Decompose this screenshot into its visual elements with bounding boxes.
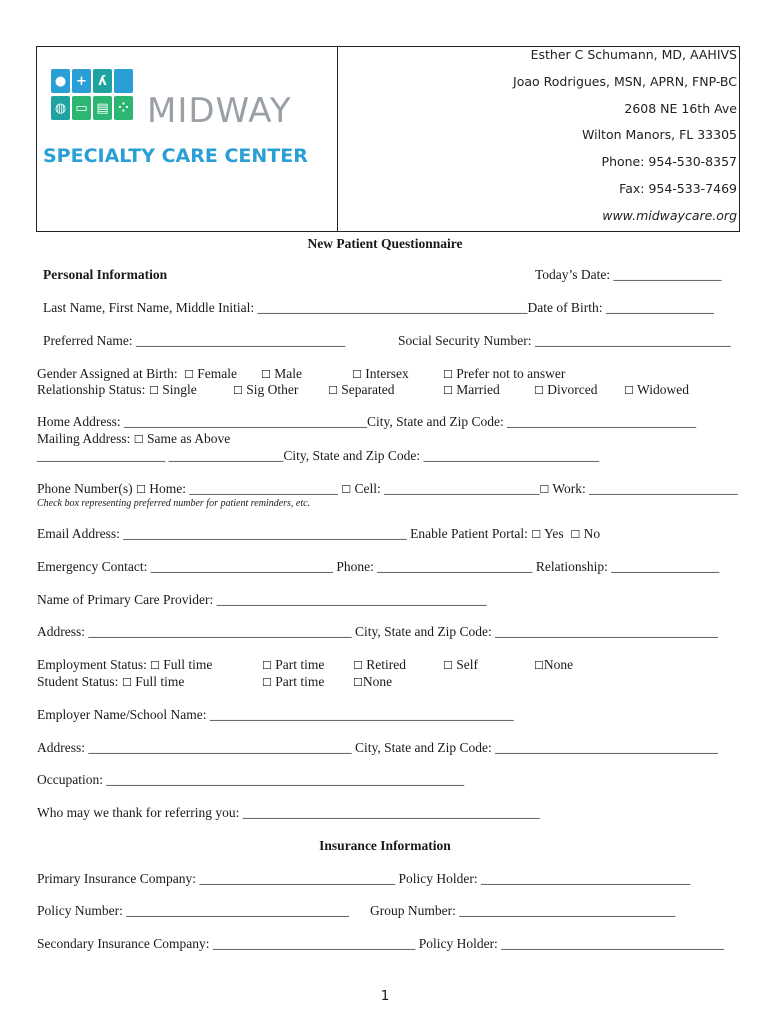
home-address-field[interactable]: Home Address: ____________________________________City, State and Zip Code: ____________________________	[37, 414, 697, 429]
employment-retired-option[interactable]: ☐ Retired	[353, 657, 406, 672]
phone-number: Phone: 954-530-8357	[601, 154, 737, 170]
checkbox-icon: ☐	[341, 483, 352, 496]
gender-female-option[interactable]: ☐ Female	[184, 366, 237, 381]
checkbox-icon: ☐	[531, 528, 542, 541]
logo-subtitle: SPECIALTY CARE CENTER	[43, 145, 308, 167]
occupation-field[interactable]: Occupation: _____________________________________________________	[37, 772, 465, 787]
checkbox-icon: ☐	[149, 384, 159, 397]
pills-icon: ⁘	[114, 96, 133, 120]
checkbox-icon: ☐	[261, 368, 271, 381]
checkbox-icon: ☐	[570, 528, 581, 541]
logo-tiles	[51, 69, 143, 125]
employment-self-option[interactable]: ☐ Self	[443, 657, 478, 672]
portal-yes-option[interactable]: ☐ Yes	[531, 526, 564, 541]
mailing-address-field[interactable]: ___________________ _________________City, State and Zip Code: __________________________	[37, 448, 599, 463]
primary-insurance-field[interactable]: Primary Insurance Company: _____________________________ Policy Holder: _______________________________	[37, 871, 691, 886]
fax-number: Fax: 954-533-7469	[619, 180, 737, 196]
checkbox-icon: ☐	[443, 368, 453, 381]
checkbox-icon: ☐	[352, 368, 362, 381]
provider-1: Esther C Schumann, MD, AAHIVS	[530, 47, 737, 62]
student-none-option[interactable]: ☐None	[353, 674, 393, 689]
checkbox-icon: ☐	[624, 384, 634, 397]
checkbox-icon: ☐	[443, 659, 453, 672]
policy-number-field[interactable]: Policy Number: _________________________________	[37, 903, 349, 918]
checkbox-icon: ☐	[353, 676, 363, 689]
logo-wordmark: MIDWAY	[147, 91, 292, 131]
checkbox-icon: ☐	[150, 659, 160, 672]
city-state-zip: Wilton Manors, FL 33305	[582, 127, 737, 143]
letterhead-divider	[337, 47, 338, 231]
employer-name-field[interactable]: Employer Name/School Name: _____________________________________________	[37, 707, 514, 722]
checkbox-icon: ☐	[135, 483, 146, 496]
gender-label: Gender Assigned at Birth:	[37, 366, 178, 381]
gender-intersex-option[interactable]: ☐ Intersex	[352, 366, 409, 381]
phone-home-field[interactable]: ☐ Home: ______________________	[135, 481, 338, 496]
medical-cross-icon: +	[72, 69, 91, 93]
gender-prefer-not-option[interactable]: ☐ Prefer not to answer	[443, 366, 566, 381]
folder-icon: ▭	[72, 96, 91, 120]
checkbox-icon: ☐	[534, 384, 544, 397]
provider-2: Joao Rodrigues, MSN, APRN, FNP-BC	[513, 73, 737, 89]
student-part-time-option[interactable]: ☐ Part time	[262, 674, 325, 689]
email-row	[37, 526, 600, 543]
checkbox-icon: ☐	[133, 433, 144, 446]
page-number: 1	[380, 988, 390, 1004]
checkbox-icon: ☐	[262, 676, 272, 689]
checkbox-icon: ☐	[233, 384, 243, 397]
personal-info-heading: Personal Information	[43, 267, 168, 282]
secondary-insurance-field[interactable]: Secondary Insurance Company: ______________________________ Policy Holder: _________________________________	[37, 936, 724, 951]
relationship-widowed-option[interactable]: ☐ Widowed	[624, 382, 689, 397]
relationship-label: Relationship Status:	[37, 382, 146, 397]
referral-field[interactable]: Who may we thank for referring you: ____________________________________________	[37, 805, 540, 820]
clipboard-icon: ▤	[93, 96, 112, 120]
relationship-separated-option[interactable]: ☐ Separated	[328, 382, 395, 397]
mailing-same-option[interactable]: ☐ Same as Above	[133, 431, 231, 446]
employment-label: Employment Status:	[37, 657, 147, 672]
mailing-address-label: Mailing Address: ☐ Same as Above	[37, 431, 231, 446]
website-link[interactable]: www.midwaycare.org	[602, 207, 737, 223]
ribbon-icon: ʎ	[93, 69, 112, 93]
phone-work-field[interactable]: ☐ Work: ______________________	[539, 481, 738, 496]
portal-no-option[interactable]: ☐ No	[570, 526, 601, 541]
phone-hint: Check box representing preferred number for patient reminders, etc.	[37, 498, 311, 509]
employment-full-time-option[interactable]: ☐ Full time	[150, 657, 213, 672]
letterhead-box	[36, 46, 740, 232]
email-field[interactable]: Email Address: __________________________________________ Enable Patient Portal:	[37, 526, 528, 541]
contact-block	[513, 47, 737, 235]
gender-male-option[interactable]: ☐ Male	[261, 366, 302, 381]
ssn-field[interactable]: Social Security Number: _____________________________	[398, 333, 731, 348]
chat-icon: ●	[51, 69, 70, 93]
emergency-contact-field[interactable]: Emergency Contact: ___________________________ Phone: _______________________ Relationship: ________________	[37, 559, 720, 574]
group-number-field[interactable]: Group Number: ________________________________	[370, 903, 676, 918]
relationship-single-option[interactable]: ☐ Single	[149, 382, 197, 397]
employment-none-option[interactable]: ☐None	[534, 657, 574, 672]
preferred-name-field[interactable]: Preferred Name: _______________________________	[43, 333, 346, 348]
primary-care-provider-field[interactable]: Name of Primary Care Provider: ________________________________________	[37, 592, 487, 607]
relationship-divorced-option[interactable]: ☐ Divorced	[534, 382, 598, 397]
pcp-address-field[interactable]: Address: _______________________________________ City, State and Zip Code: _________________________________	[37, 624, 718, 639]
todays-date-field[interactable]: Today’s Date: ________________	[535, 267, 722, 282]
phone-numbers-row: Phone Number(s) ☐ Home: ______________________ ☐ Cell: _______________________☐ Work: ______________________	[37, 481, 738, 496]
tile-blank-icon	[114, 69, 133, 93]
phone-cell-field[interactable]: ☐ Cell: _______________________	[341, 481, 540, 496]
student-full-time-option[interactable]: ☐ Full time	[122, 674, 185, 689]
checkbox-icon: ☐	[539, 483, 550, 496]
relationship-married-option[interactable]: ☐ Married	[443, 382, 500, 397]
checkbox-icon: ☐	[262, 659, 272, 672]
relationship-sig-other-option[interactable]: ☐ Sig Other	[233, 382, 299, 397]
brain-icon: ◍	[51, 96, 70, 120]
midway-logo	[43, 67, 333, 177]
checkbox-icon: ☐	[184, 368, 194, 381]
employment-part-time-option[interactable]: ☐ Part time	[262, 657, 325, 672]
street-address: 2608 NE 16th Ave	[624, 100, 737, 116]
checkbox-icon: ☐	[328, 384, 338, 397]
checkbox-icon: ☐	[534, 659, 544, 672]
employer-address-field[interactable]: Address: _______________________________________ City, State and Zip Code: _________________________________	[37, 740, 718, 755]
student-label: Student Status:	[37, 674, 119, 689]
checkbox-icon: ☐	[443, 384, 453, 397]
checkbox-icon: ☐	[122, 676, 132, 689]
form-title: New Patient Questionnaire	[307, 236, 463, 251]
name-dob-field[interactable]: Last Name, First Name, Middle Initial: ________________________________________Date of Birth: ________________	[43, 300, 714, 315]
insurance-heading: Insurance Information	[319, 838, 451, 853]
checkbox-icon: ☐	[353, 659, 363, 672]
